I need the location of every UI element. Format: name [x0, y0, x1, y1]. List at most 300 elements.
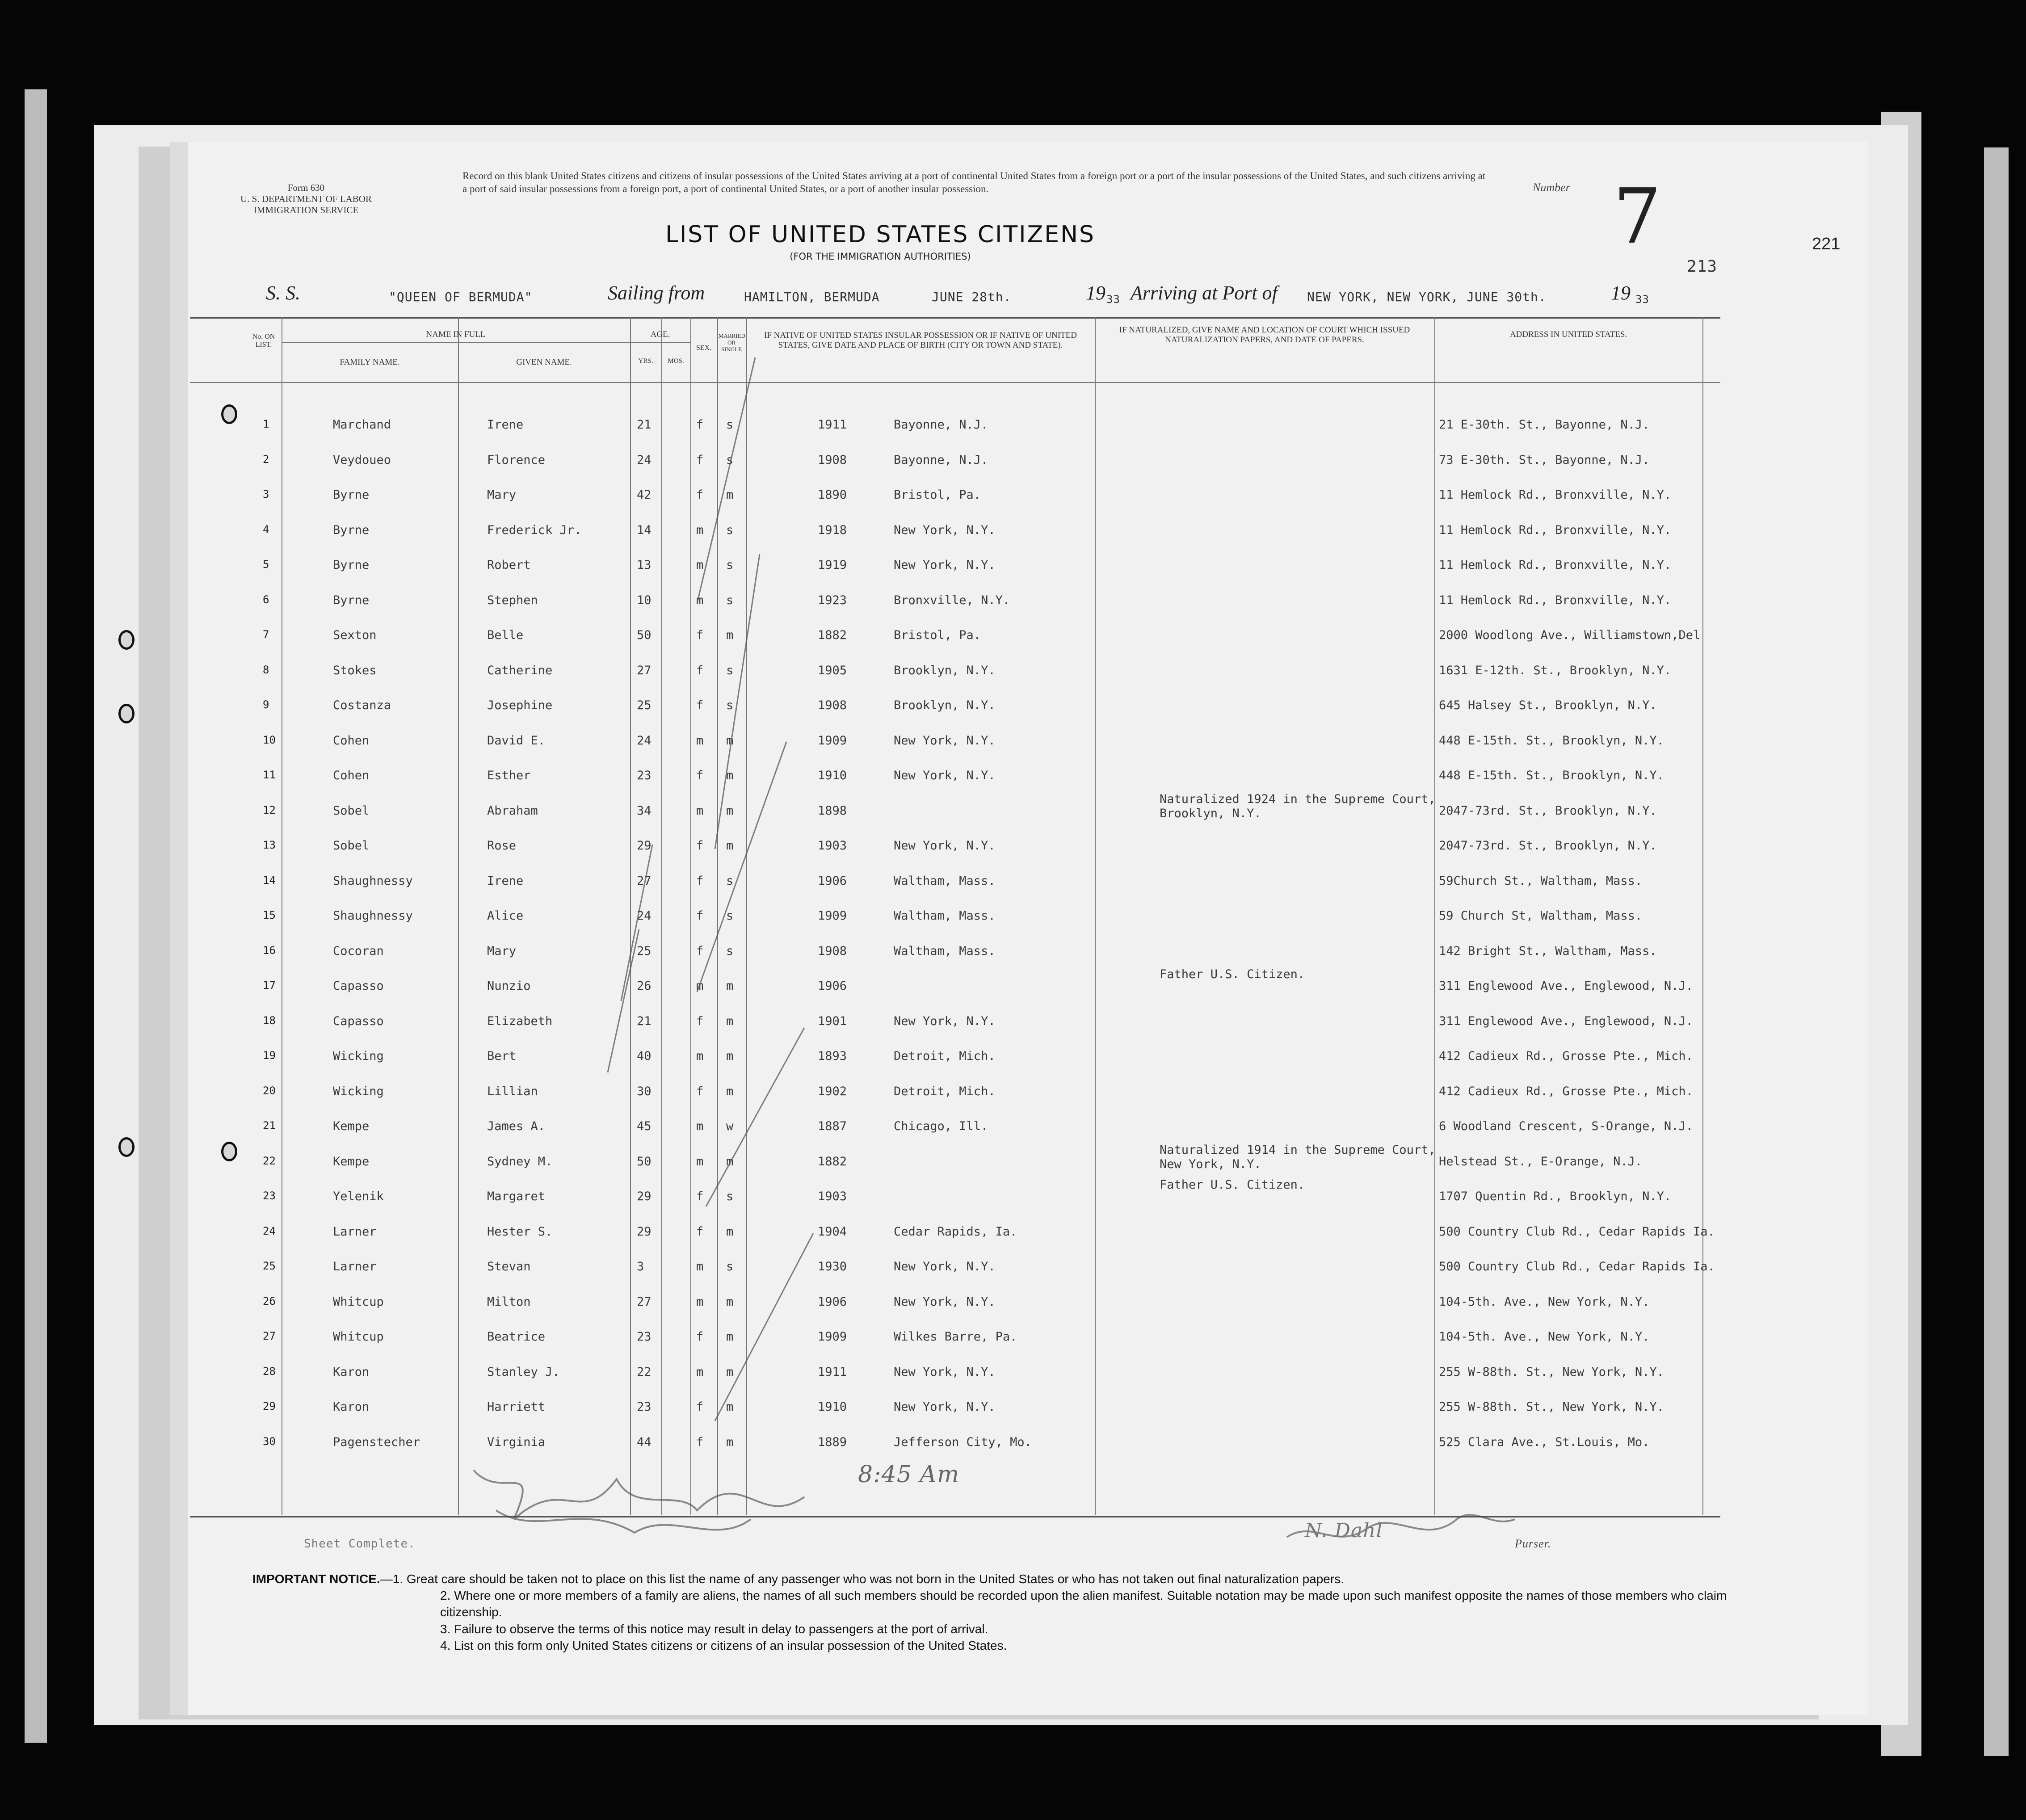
given-name: Rose	[487, 839, 517, 853]
family-name: Wicking	[333, 1084, 384, 1098]
given-name: Elizabeth	[487, 1014, 553, 1028]
sex: m	[696, 979, 704, 993]
age-years: 14	[637, 523, 652, 537]
birth-year: 1909	[818, 909, 847, 923]
marital-status: m	[726, 488, 734, 502]
age-years: 23	[637, 1330, 652, 1344]
departure-year: 33	[1106, 293, 1120, 306]
marital-status: m	[726, 803, 734, 818]
birth-year: 1918	[818, 523, 847, 537]
purser-label: Purser.	[1515, 1537, 1551, 1550]
marital-status: m	[726, 1435, 734, 1449]
family-name: Costanza	[333, 698, 391, 712]
marital-status: s	[726, 698, 734, 712]
family-name: Sexton	[333, 628, 377, 642]
age-years: 26	[637, 979, 652, 993]
notice-item: 2. Where one or more members of a family are aliens, the names of all such members should be recorded upon the alien manifest. Suitable notation may be made upon such manifest opposite the names of those members who claim citizenship.	[440, 1589, 1727, 1619]
address: 59Church St., Waltham, Mass.	[1439, 874, 1643, 888]
address: 11 Hemlock Rd., Bronxville, N.Y.	[1439, 488, 1672, 502]
birth-place: Jefferson City, Mo.	[894, 1435, 1032, 1449]
arriving-label: Arriving at Port of	[1131, 282, 1278, 304]
marital-status: s	[726, 1260, 734, 1274]
row-number: 6	[263, 593, 269, 606]
departure-port: HAMILTON, BERMUDA	[744, 290, 880, 304]
notice-heading: IMPORTANT NOTICE.	[252, 1572, 380, 1586]
birth-year: 1904	[818, 1224, 847, 1239]
birth-year: 1906	[818, 1295, 847, 1309]
given-name: Virginia	[487, 1435, 546, 1449]
given-name: Josephine	[487, 698, 553, 712]
document-title: LIST OF UNITED STATES CITIZENS	[665, 221, 1095, 248]
sex: f	[696, 488, 704, 502]
row-number: 24	[263, 1224, 276, 1237]
address: 104-5th. Ave., New York, N.Y.	[1439, 1330, 1650, 1344]
sex: f	[696, 1014, 704, 1028]
address: 2000 Woodlong Ave., Williamstown,Del	[1439, 628, 1701, 642]
age-years: 27	[637, 874, 652, 888]
marital-status: m	[726, 1049, 734, 1063]
family-name: Byrne	[333, 558, 370, 572]
sex: m	[696, 1365, 704, 1379]
col-yrs-header: YRS.	[638, 357, 653, 365]
age-years: 24	[637, 453, 652, 467]
sex: f	[696, 628, 704, 642]
sex: f	[696, 909, 704, 923]
age-years: 23	[637, 1400, 652, 1414]
family-name: Whitcup	[333, 1330, 384, 1344]
arrival-year: 33	[1635, 293, 1649, 306]
birth-place: Brooklyn, N.Y.	[894, 698, 996, 712]
birth-place: Waltham, Mass.	[894, 909, 996, 923]
age-years: 23	[637, 769, 652, 782]
marital-status: m	[726, 979, 734, 993]
birth-place: Bristol, Pa.	[894, 628, 981, 642]
marital-status: s	[726, 1190, 734, 1203]
address: 500 Country Club Rd., Cedar Rapids Ia.	[1439, 1260, 1715, 1274]
age-years: 29	[637, 839, 652, 853]
row-number: 16	[263, 944, 276, 957]
birth-place: New York, N.Y.	[894, 839, 996, 853]
given-name: James A.	[487, 1119, 546, 1133]
age-years: 29	[637, 1190, 652, 1203]
age-years: 40	[637, 1049, 652, 1063]
sex: m	[696, 558, 704, 572]
birth-year: 1911	[818, 418, 847, 432]
given-name: Stephen	[487, 593, 538, 607]
given-name: Esther	[487, 769, 531, 782]
birth-year: 1908	[818, 698, 847, 712]
marital-status: m	[726, 733, 734, 748]
birth-year: 1902	[818, 1084, 847, 1098]
birth-year: 1890	[818, 488, 847, 502]
row-number: 7	[263, 628, 269, 641]
birth-place: New York, N.Y.	[894, 523, 996, 537]
sex: m	[696, 593, 704, 607]
birth-year: 1908	[818, 453, 847, 467]
sex: f	[696, 839, 704, 853]
family-name: Kempe	[333, 1119, 370, 1133]
birth-place: Detroit, Mich.	[894, 1084, 996, 1098]
row-number: 4	[263, 523, 269, 536]
age-years: 50	[637, 1154, 652, 1168]
birth-year: 1887	[818, 1119, 847, 1133]
age-years: 24	[637, 909, 652, 923]
family-name: Cocoran	[333, 944, 384, 958]
notice-item: 3. Failure to observe the terms of this notice may result in delay to passengers at the port of arrival.	[440, 1622, 988, 1636]
family-name: Marchand	[333, 418, 391, 432]
birth-year: 1882	[818, 1154, 847, 1168]
family-name: Capasso	[333, 1014, 384, 1028]
sex: f	[696, 769, 704, 782]
family-name: Karon	[333, 1400, 370, 1414]
birth-year: 1910	[818, 769, 847, 782]
row-number: 15	[263, 909, 276, 921]
marital-status: s	[726, 944, 734, 958]
birth-place: Bayonne, N.J.	[894, 453, 988, 467]
naturalization-note: Father U.S. Citizen.	[1160, 967, 1305, 981]
marital-status: m	[726, 1330, 734, 1344]
sex: m	[696, 1260, 704, 1274]
sex: f	[696, 698, 704, 712]
address: 59 Church St, Waltham, Mass.	[1439, 909, 1643, 923]
birth-year: 1901	[818, 1014, 847, 1028]
age-years: 10	[637, 593, 652, 607]
marital-status: m	[726, 1295, 734, 1309]
age-years: 42	[637, 488, 652, 502]
col-mos-header: MOS.	[668, 357, 684, 365]
col-given-header: GIVEN NAME.	[516, 357, 572, 367]
birth-year: 1908	[818, 944, 847, 958]
birth-year: 1909	[818, 733, 847, 748]
col-married-header: MARRIED OR SINGLE	[719, 332, 745, 353]
address: 11 Hemlock Rd., Bronxville, N.Y.	[1439, 558, 1672, 572]
birth-place: New York, N.Y.	[894, 1400, 996, 1414]
birth-year: 1906	[818, 874, 847, 888]
age-years: 21	[637, 418, 652, 432]
row-number: 2	[263, 453, 269, 466]
sex: f	[696, 1224, 704, 1239]
given-name: Sydney M.	[487, 1154, 553, 1168]
marital-status: w	[726, 1119, 734, 1133]
department-name: U. S. DEPARTMENT OF LABOR	[240, 193, 372, 205]
birth-year: 1923	[818, 593, 847, 607]
given-name: Belle	[487, 628, 524, 642]
notice-item: IMPORTANT NOTICE.—1. Great care should be taken not to place on this list the name of any passenger who was not born in the United States or who has not taken out final naturalization papers.	[252, 1572, 1344, 1586]
family-name: Larner	[333, 1224, 377, 1239]
sailing-label: Sailing from	[608, 282, 705, 304]
given-name: Mary	[487, 488, 517, 502]
time-note: 8:45 Am	[858, 1461, 960, 1488]
birth-year: 1882	[818, 628, 847, 642]
marital-status: m	[726, 769, 734, 782]
birth-place: Bristol, Pa.	[894, 488, 981, 502]
marital-status: m	[726, 1154, 734, 1168]
address: 11 Hemlock Rd., Bronxville, N.Y.	[1439, 523, 1672, 537]
birth-year: 1905	[818, 663, 847, 677]
given-name: David E.	[487, 733, 546, 748]
departure-date: JUNE 28th.	[932, 290, 1012, 304]
address: Helstead St., E-Orange, N.J.	[1439, 1154, 1643, 1168]
handwritten-number: 7	[1613, 172, 1662, 261]
family-name: Byrne	[333, 523, 370, 537]
year-prefix-arrival: 19	[1611, 282, 1631, 304]
family-name: Byrne	[333, 488, 370, 502]
given-name: Robert	[487, 558, 531, 572]
birth-place: Wilkes Barre, Pa.	[894, 1330, 1017, 1344]
given-name: Stevan	[487, 1260, 531, 1274]
marital-status: s	[726, 558, 734, 572]
marital-status: m	[726, 1014, 734, 1028]
notice-item: 4. List on this form only United States citizens or citizens of an insular possession of the United States.	[440, 1638, 1007, 1652]
birth-place: Brooklyn, N.Y.	[894, 663, 996, 677]
age-years: 27	[637, 1295, 652, 1309]
sex: m	[696, 1049, 704, 1063]
sex: f	[696, 663, 704, 677]
family-name: Veydoueo	[333, 453, 391, 467]
ship-name: "QUEEN OF BERMUDA"	[389, 290, 533, 304]
age-years: 50	[637, 628, 652, 642]
birth-year: 1930	[818, 1260, 847, 1274]
col-birth-header: IF NATIVE OF UNITED STATES INSULAR POSSESSION OR IF NATIVE OF UNITED STATES, GIVE DATE AND PLACE OF BIRTH (CITY OR TOWN AND STATE).	[764, 331, 1077, 350]
birth-place: New York, N.Y.	[894, 1365, 996, 1379]
row-number: 27	[263, 1330, 276, 1342]
ss-label: S. S.	[266, 282, 300, 304]
address: 448 E-15th. St., Brooklyn, N.Y.	[1439, 769, 1664, 782]
col-sex-header: SEX.	[696, 344, 712, 352]
address: 311 Englewood Ave., Englewood, N.J.	[1439, 1014, 1693, 1028]
sex: f	[696, 418, 704, 432]
sex: f	[696, 1435, 704, 1449]
family-name: Wicking	[333, 1049, 384, 1063]
birth-year: 1911	[818, 1365, 847, 1379]
birth-year: 1906	[818, 979, 847, 993]
marital-status: s	[726, 874, 734, 888]
address: 525 Clara Ave., St.Louis, Mo.	[1439, 1435, 1650, 1449]
given-name: Florence	[487, 453, 546, 467]
document-subtitle: (FOR THE IMMIGRATION AUTHORITIES)	[790, 251, 971, 262]
given-name: Irene	[487, 418, 524, 432]
marital-status: s	[726, 593, 734, 607]
family-name: Cohen	[333, 769, 370, 782]
age-years: 24	[637, 733, 652, 748]
family-name: Kempe	[333, 1154, 370, 1168]
birth-place: Bayonne, N.J.	[894, 418, 988, 432]
sex: m	[696, 733, 704, 748]
age-years: 34	[637, 803, 652, 818]
age-years: 30	[637, 1084, 652, 1098]
birth-place: New York, N.Y.	[894, 769, 996, 782]
birth-place: New York, N.Y.	[894, 733, 996, 748]
age-years: 25	[637, 944, 652, 958]
address: 1707 Quentin Rd., Brooklyn, N.Y.	[1439, 1190, 1672, 1203]
address: 21 E-30th. St., Bayonne, N.J.	[1439, 418, 1650, 432]
birth-year: 1909	[818, 1330, 847, 1344]
birth-place: Chicago, Ill.	[894, 1119, 988, 1133]
birth-year: 1903	[818, 1190, 847, 1203]
birth-place: Bronxville, N.Y.	[894, 593, 1010, 607]
birth-year: 1898	[818, 803, 847, 818]
birth-year: 1910	[818, 1400, 847, 1414]
given-name: Hester S.	[487, 1224, 553, 1239]
row-number: 11	[263, 769, 276, 781]
sex: f	[696, 1190, 704, 1203]
family-name: Whitcup	[333, 1295, 384, 1309]
sex: f	[696, 1330, 704, 1344]
family-name: Sobel	[333, 839, 370, 853]
given-name: Mary	[487, 944, 517, 958]
page-stamp-number: 221	[1812, 235, 1841, 253]
marital-status: m	[726, 1365, 734, 1379]
age-years: 27	[637, 663, 652, 677]
col-family-header: FAMILY NAME.	[340, 357, 400, 367]
col-age-header: AGE.	[650, 330, 670, 339]
given-name: Stanley J.	[487, 1365, 560, 1379]
sex: m	[696, 1154, 704, 1168]
number-label: Number	[1533, 181, 1570, 194]
row-number: 22	[263, 1154, 276, 1167]
address: 6 Woodland Crescent, S-Orange, N.J.	[1439, 1119, 1693, 1133]
marital-status: m	[726, 1224, 734, 1239]
given-name: Abraham	[487, 803, 538, 818]
row-number: 30	[263, 1435, 276, 1448]
row-number: 25	[263, 1260, 276, 1272]
row-number: 12	[263, 803, 276, 816]
col-name-header: NAME IN FULL	[426, 330, 486, 339]
given-name: Bert	[487, 1049, 517, 1063]
row-number: 21	[263, 1119, 276, 1132]
age-years: 22	[637, 1365, 652, 1379]
sex: m	[696, 1295, 704, 1309]
family-name: Byrne	[333, 593, 370, 607]
address: 645 Halsey St., Brooklyn, N.Y.	[1439, 698, 1657, 712]
given-name: Frederick Jr.	[487, 523, 582, 537]
birth-place: Waltham, Mass.	[894, 874, 996, 888]
age-years: 44	[637, 1435, 652, 1449]
important-notice	[252, 1571, 1727, 1654]
family-name: Stokes	[333, 663, 377, 677]
given-name: Nunzio	[487, 979, 531, 993]
col-no-header: No. ON LIST.	[252, 333, 275, 349]
address: 73 E-30th. St., Bayonne, N.J.	[1439, 453, 1650, 467]
age-years: 25	[637, 698, 652, 712]
family-name: Capasso	[333, 979, 384, 993]
family-name: Shaughnessy	[333, 909, 413, 923]
marital-status: s	[726, 523, 734, 537]
col-naturalized-header: IF NATURALIZED, GIVE NAME AND LOCATION OF COURT WHICH ISSUED NATURALIZATION PAPERS, AND DATE OF PAPERS.	[1119, 325, 1410, 345]
age-years: 45	[637, 1119, 652, 1133]
given-name: Margaret	[487, 1190, 546, 1203]
row-number: 28	[263, 1365, 276, 1378]
birth-place: Cedar Rapids, Ia.	[894, 1224, 1017, 1239]
year-prefix-sail: 19	[1086, 282, 1105, 304]
given-name: Milton	[487, 1295, 531, 1309]
birth-year: 1889	[818, 1435, 847, 1449]
row-number: 9	[263, 698, 269, 711]
age-years: 13	[637, 558, 652, 572]
address: 1631 E-12th. St., Brooklyn, N.Y.	[1439, 663, 1672, 677]
sex: f	[696, 944, 704, 958]
address: 412 Cadieux Rd., Grosse Pte., Mich.	[1439, 1049, 1693, 1063]
row-number: 1	[263, 418, 269, 430]
family-name: Karon	[333, 1365, 370, 1379]
purser-signature: N. Dahl	[1305, 1519, 1383, 1542]
address: 2047-73rd. St., Brooklyn, N.Y.	[1439, 803, 1657, 818]
birth-year: 1903	[818, 839, 847, 853]
birth-place: New York, N.Y.	[894, 1014, 996, 1028]
marital-status: m	[726, 628, 734, 642]
birth-year: 1893	[818, 1049, 847, 1063]
birth-place: New York, N.Y.	[894, 1295, 996, 1309]
given-name: Lillian	[487, 1084, 538, 1098]
family-name: Pagenstecher	[333, 1435, 420, 1449]
marital-status: s	[726, 453, 734, 467]
birth-year: 1919	[818, 558, 847, 572]
row-number: 18	[263, 1014, 276, 1027]
address: 2047-73rd. St., Brooklyn, N.Y.	[1439, 839, 1657, 853]
row-number: 13	[263, 839, 276, 851]
notice-text: 1. Great care should be taken not to place on this list the name of any passenger who was not born in the United States or who has not taken out final naturalization papers.	[392, 1572, 1344, 1586]
row-number: 3	[263, 488, 269, 500]
address: 255 W-88th. St., New York, N.Y.	[1439, 1365, 1664, 1379]
row-number: 17	[263, 979, 276, 992]
address: 255 W-88th. St., New York, N.Y.	[1439, 1400, 1664, 1414]
family-name: Cohen	[333, 733, 370, 748]
marital-status: m	[726, 1400, 734, 1414]
address: 11 Hemlock Rd., Bronxville, N.Y.	[1439, 593, 1672, 607]
row-number: 26	[263, 1295, 276, 1307]
address: 142 Bright St., Waltham, Mass.	[1439, 944, 1657, 958]
address: 412 Cadieux Rd., Grosse Pte., Mich.	[1439, 1084, 1693, 1098]
marital-status: m	[726, 1084, 734, 1098]
age-years: 21	[637, 1014, 652, 1028]
given-name: Harriett	[487, 1400, 546, 1414]
sex: f	[696, 1400, 704, 1414]
row-number: 10	[263, 733, 276, 746]
row-number: 8	[263, 663, 269, 676]
row-number: 14	[263, 874, 276, 887]
page-typed-number: 213	[1687, 257, 1718, 276]
marital-status: s	[726, 418, 734, 432]
birth-place: Waltham, Mass.	[894, 944, 996, 958]
sex: m	[696, 523, 704, 537]
family-name: Shaughnessy	[333, 874, 413, 888]
given-name: Beatrice	[487, 1330, 546, 1344]
family-name: Larner	[333, 1260, 377, 1274]
row-number: 20	[263, 1084, 276, 1097]
marital-status: m	[726, 839, 734, 853]
sheet-complete-note: Sheet Complete.	[304, 1537, 416, 1551]
given-name: Catherine	[487, 663, 553, 677]
form-instructions: Record on this blank United States citizens and citizens of insular possessions of the United States arriving at a port of continental United States from a foreign port or a port of the insular possessions of the United States, and such citizens arriving at a port of said insular possessions from a foreign port, a port of continental United States, or a port of another insular possession.	[462, 170, 1486, 194]
family-name: Yelenik	[333, 1190, 384, 1203]
service-name: IMMIGRATION SERVICE	[253, 205, 359, 216]
address: 311 Englewood Ave., Englewood, N.J.	[1439, 979, 1693, 993]
address: 104-5th. Ave., New York, N.Y.	[1439, 1295, 1650, 1309]
arrival-port-date: NEW YORK, NEW YORK, JUNE 30th.	[1307, 290, 1547, 304]
naturalization-note: Naturalized 1914 in the Supreme Court, New York, N.Y.	[1160, 1143, 1436, 1171]
col-address-header: ADDRESS IN UNITED STATES.	[1509, 330, 1627, 339]
given-name: Alice	[487, 909, 524, 923]
sex: m	[696, 803, 704, 818]
row-number: 5	[263, 558, 269, 571]
address: 448 E-15th. St., Brooklyn, N.Y.	[1439, 733, 1664, 748]
address: 500 Country Club Rd., Cedar Rapids Ia.	[1439, 1224, 1715, 1239]
sex: m	[696, 1119, 704, 1133]
row-number: 29	[263, 1400, 276, 1412]
birth-place: New York, N.Y.	[894, 1260, 996, 1274]
sex: f	[696, 1084, 704, 1098]
sex: f	[696, 453, 704, 467]
